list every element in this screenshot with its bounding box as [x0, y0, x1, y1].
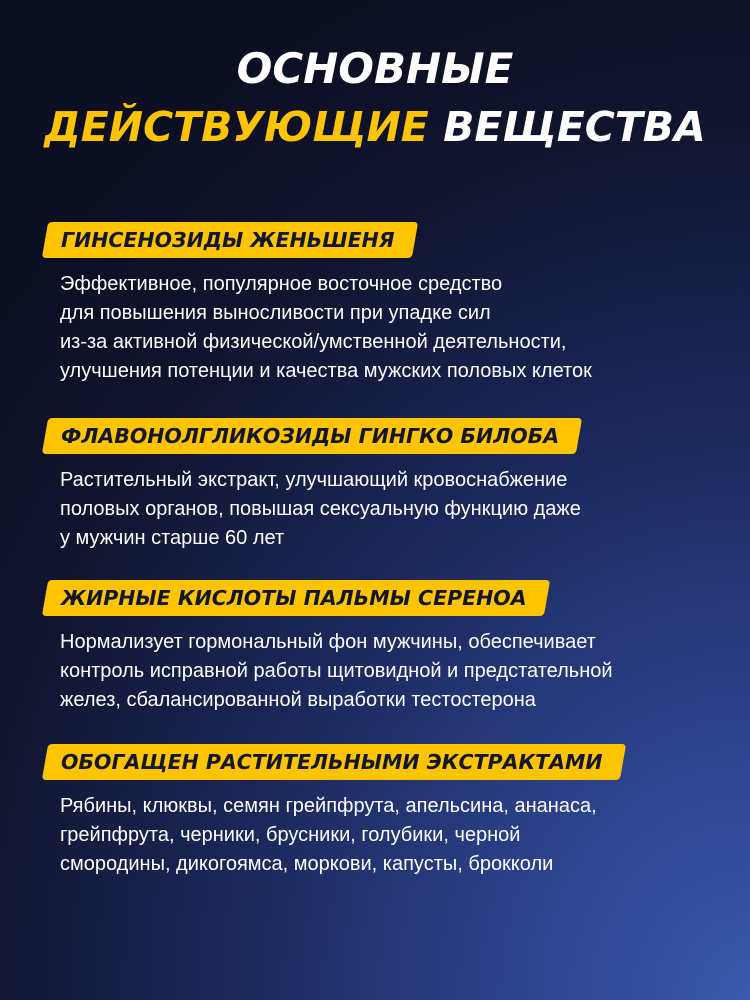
section-heading: ГИНСЕНОЗИДЫ ЖЕНЬШЕНЯ: [61, 228, 395, 252]
title-rest-word: ВЕЩЕСТВА: [443, 103, 706, 151]
section-description: [45, 628, 725, 715]
section-ginkgo: [45, 418, 725, 553]
page-title: [0, 40, 750, 156]
title-line-1: ОСНОВНЫЕ: [236, 44, 514, 93]
description-line: желез, сбалансированной выработки тестостерона: [60, 689, 536, 711]
section-description: [45, 270, 725, 386]
section-plant-extracts: [45, 744, 725, 879]
description-line: у мужчин старше 60 лет: [60, 527, 285, 549]
section-ginsenosides: [45, 222, 725, 386]
description-line: Эффективное, популярное восточное средство: [60, 273, 503, 295]
section-heading: ФЛАВОНОЛГЛИКОЗИДЫ ГИНГКО БИЛОБА: [61, 424, 560, 448]
section-heading-badge: [42, 744, 626, 780]
title-highlight-word: ДЕЙСТВУЮЩИЕ: [44, 103, 429, 151]
description-line: грейпфрута, черники, брусники, голубики, черной: [60, 824, 521, 846]
description-line: половых органов, повышая сексуальную функцию даже: [60, 498, 581, 520]
description-line: улучшения потенции и качества мужских половых клеток: [60, 360, 592, 382]
description-line: контроль исправной работы щитовидной и предстательной: [60, 660, 613, 682]
section-heading: ОБОГАЩЕН РАСТИТЕЛЬНЫМИ ЭКСТРАКТАМИ: [61, 750, 603, 774]
description-line: из-за активной физической/умственной деятельности,: [60, 331, 567, 353]
section-heading: ЖИРНЫЕ КИСЛОТЫ ПАЛЬМЫ СЕРЕНОА: [61, 586, 527, 610]
section-heading-badge: [42, 418, 583, 454]
section-description: [45, 466, 725, 553]
section-heading-badge: [42, 222, 418, 258]
section-description: [45, 792, 725, 879]
description-line: Нормализует гормональный фон мужчины, обеспечивает: [60, 631, 596, 653]
description-line: Рябины, клюквы, семян грейпфрута, апельсина, ананаса,: [60, 795, 597, 817]
title-line-2: [0, 98, 750, 156]
description-line: для повышения выносливости при упадке сил: [60, 302, 491, 324]
section-saw-palmetto: [45, 580, 725, 715]
description-line: смородины, дикогоямса, моркови, капусты, брокколи: [60, 853, 554, 875]
description-line: Растительный экстракт, улучшающий кровоснабжение: [60, 469, 568, 491]
section-heading-badge: [42, 580, 550, 616]
